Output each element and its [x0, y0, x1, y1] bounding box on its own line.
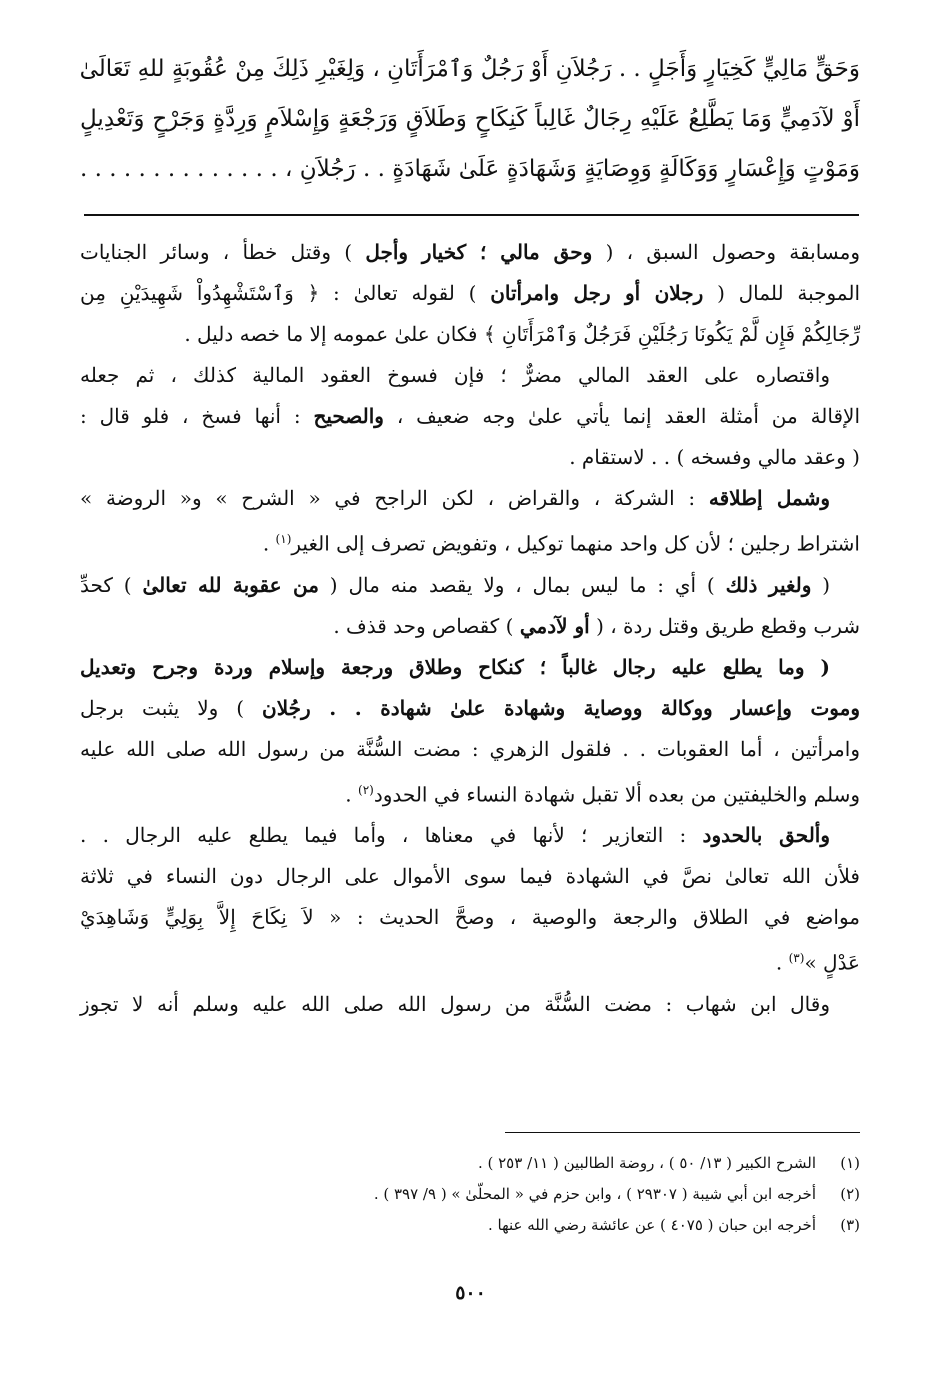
text-run: الموجبة للمال (	[717, 281, 861, 305]
emphasis: وألحق بالحدود	[702, 823, 831, 848]
sharh-paragraph-7	[80, 984, 860, 1025]
matn-line: وَمَوْتٍ وَإِعْسَارٍ وَوَكَالَةٍ وَوِصَايَةٍ وَشَهَادَةٍ عَلَىٰ شَهَادَةٍ . . رَجُلاَنِ ، . . . . . . . . . . . . . .	[80, 156, 860, 182]
text-run: ) أي : ما ليس بمال ، ولا يقصد منه مال (	[329, 572, 715, 597]
matn-quote: أو لآدمي	[519, 613, 590, 638]
text-run: (	[822, 572, 831, 597]
sharh-paragraph-5	[80, 647, 860, 816]
footnote-number: (٣)	[840, 1216, 860, 1234]
footnotes	[120, 1148, 860, 1241]
sharh-line	[80, 232, 860, 273]
text-run: شرب وقطع طريق وقتل ردة ، (	[596, 613, 860, 638]
text-run: : أنها فسخ ، فلو قال :	[80, 404, 301, 428]
text-run: ) ولا يثبت برجل	[80, 695, 245, 720]
sharh-paragraph-1	[80, 232, 860, 355]
footnote	[120, 1179, 860, 1210]
sharh-line: وسلم والخليفتين من بعده ألا تقبل شهادة النساء في الحدود$^{(٢)}$ .	[345, 782, 860, 807]
sharh-line: ( وعقد مالي وفسخه ) . . لاستقام .	[569, 445, 860, 469]
footnote-ref[interactable]: (١)	[275, 532, 292, 546]
matn-separator	[84, 214, 859, 216]
text-run: ومسابقة وحصول السبق ، (	[605, 240, 861, 264]
sharh-line	[80, 688, 860, 729]
text-run: : التعازير ؛ لأنها في معناها ، وأما فيما يطلع عليه الرجال . .	[80, 823, 687, 848]
matn-text	[80, 44, 860, 194]
sharh-paragraph-3	[80, 478, 860, 565]
text-run: وسلم والخليفتين من بعده ألا تقبل شهادة النساء في الحدود	[373, 782, 860, 807]
sharh-line	[80, 396, 860, 437]
matn-quote: وموت وإعسار ووكالة ووصاية وشهادة علىٰ شهادة . . رجُلان	[262, 695, 861, 720]
sharh-paragraph-2	[80, 355, 860, 478]
footnote-text: الشرح الكبير ( ١٣/ ٥٠ ) ، روضة الطالبين ( ١١/ ٢٥٣ ) .	[477, 1154, 816, 1172]
sharh-line: اشتراط رجلين ؛ لأن كل واحد منهما توكيل ، وتفويض تصرف إلى الغير$^{(١)}$ .	[262, 531, 860, 556]
footnote	[120, 1210, 860, 1241]
footnote	[120, 1148, 860, 1179]
sharh-line	[80, 273, 860, 314]
sharh-line: وامرأتين ، أما العقوبات . . فلقول الزهري : مضت السُّنَّة من رسول الله صلى الله عليه	[80, 736, 860, 761]
matn-quote: ولغير ذلك	[725, 572, 812, 597]
page-number: ٥٠٠	[455, 1282, 486, 1304]
sharh-paragraph-6	[80, 815, 860, 984]
text-run: ) وقتل خطأ ، وسائر الجنايات	[80, 240, 353, 264]
text-run: الإقالة من أمثلة العقد إنما يأتي علىٰ وجه ضعيف ،	[396, 404, 861, 428]
sharh-line: ( وما يطلع عليه رجال غالباً ؛ كنكاح وطلاق ورجعة وإسلام وردة وجرح وتعديل	[80, 654, 830, 679]
matn-quote: وحق مالي ؛ كخيار وأجل	[365, 240, 593, 264]
matn-quote: من عقوبة لله تعالىٰ	[142, 572, 319, 597]
sharh-line: مواضع في الطلاق والرجعة والوصية ، وصحَّ الحديث : « لاَ نِكَاحَ إِلاَّ بِوَلِيٍّ وَشَاهِدَيْ	[80, 905, 860, 930]
emphasis: وشمل إطلاقه	[708, 486, 830, 510]
text-run: ) كقصاص وحد قذف .	[333, 613, 514, 638]
sharh-line	[80, 606, 860, 647]
footnote-number: (١)	[840, 1154, 860, 1172]
quran-quote: ) لقوله تعالىٰ : ﴿ وَٱسْتَشْهِدُواْ شَهِيدَيْنِ مِن	[80, 281, 477, 305]
sharh-line: رِّجَالِكُمْ فَإِن لَّمْ يَكُونَا رَجُلَيْنِ فَرَجُلٌ وَٱمْرَأَتَانِ ﴾ فكان علىٰ عمومه إلا ما خصه دليل .	[184, 322, 860, 346]
sharh-line	[80, 815, 860, 856]
footnote-number: (٢)	[840, 1185, 860, 1203]
sharh-line: واقتصاره على العقد المالي مضرٌّ ؛ فإن فسوخ العقود المالية كذلك ، ثم جعله	[80, 363, 830, 387]
matn-line: أَوْ لآدَمِيٍّ وَمَا يَطَّلِعُ عَلَيْهِ رِجَالٌ غَالِباً كَنِكَاحٍ وَطَلاَقٍ وَرَجْعَةٍ وَإِسْلاَمٍ وَرِدَّةٍ وَجَرْحٍ وَتَعْدِيلٍ	[80, 106, 860, 132]
footnote-separator	[505, 1132, 860, 1133]
text-run: : الشركة ، والقراض ، لكن الراجح في « الشرح » و« الروضة »	[80, 486, 696, 510]
text-run: ) كحدِّ	[80, 572, 132, 597]
sharh-paragraph-4	[80, 565, 860, 647]
sharh-line: فلأن الله تعالىٰ نصَّ في الشهادة فيما سوى الأموال على الرجال دون النساء في ثلاثة	[80, 864, 860, 889]
footnote-text: أخرجه ابن حبان ( ٤٠٧٥ ) عن عائشة رضي الله عنها .	[487, 1216, 816, 1234]
sharh-text	[80, 232, 860, 1025]
sharh-line	[80, 478, 860, 519]
matn-quote: رجلان أو رجل وامرأتان	[490, 281, 704, 305]
text-run: اشتراط رجلين ؛ لأن كل واحد منهما توكيل ، وتفويض تصرف إلى الغير	[291, 531, 860, 556]
footnote-text: أخرجه ابن أبي شيبة ( ٢٩٣٠٧ ) ، وابن حزم في « المحلّىٰ » ( ٩/ ٣٩٧ ) .	[373, 1185, 816, 1203]
sharh-line: عَدْلٍ »$^{(٣)}$ .	[775, 950, 860, 975]
hadith-quote: عَدْلٍ »	[804, 950, 860, 975]
sharh-line: وقال ابن شهاب : مضت السُّنَّة من رسول الله صلى الله عليه وسلم أنه لا تجوز	[80, 991, 830, 1016]
matn-line: وَحَقٍّ مَالِيٍّ كَخِيَارٍ وَأَجَلٍ . . رَجُلاَنِ أَوْ رَجُلٌ وَٱمْرَأَتَانِ ، وَلِغَيْرِ ذَلِكَ مِنْ عُقُوبَةٍ للهِ تَعَالَىٰ	[79, 56, 860, 82]
footnote-ref[interactable]: (٣)	[788, 951, 805, 966]
sharh-line	[80, 565, 860, 606]
footnote-ref[interactable]: (٢)	[358, 782, 374, 797]
emphasis: والصحيح	[313, 404, 384, 428]
